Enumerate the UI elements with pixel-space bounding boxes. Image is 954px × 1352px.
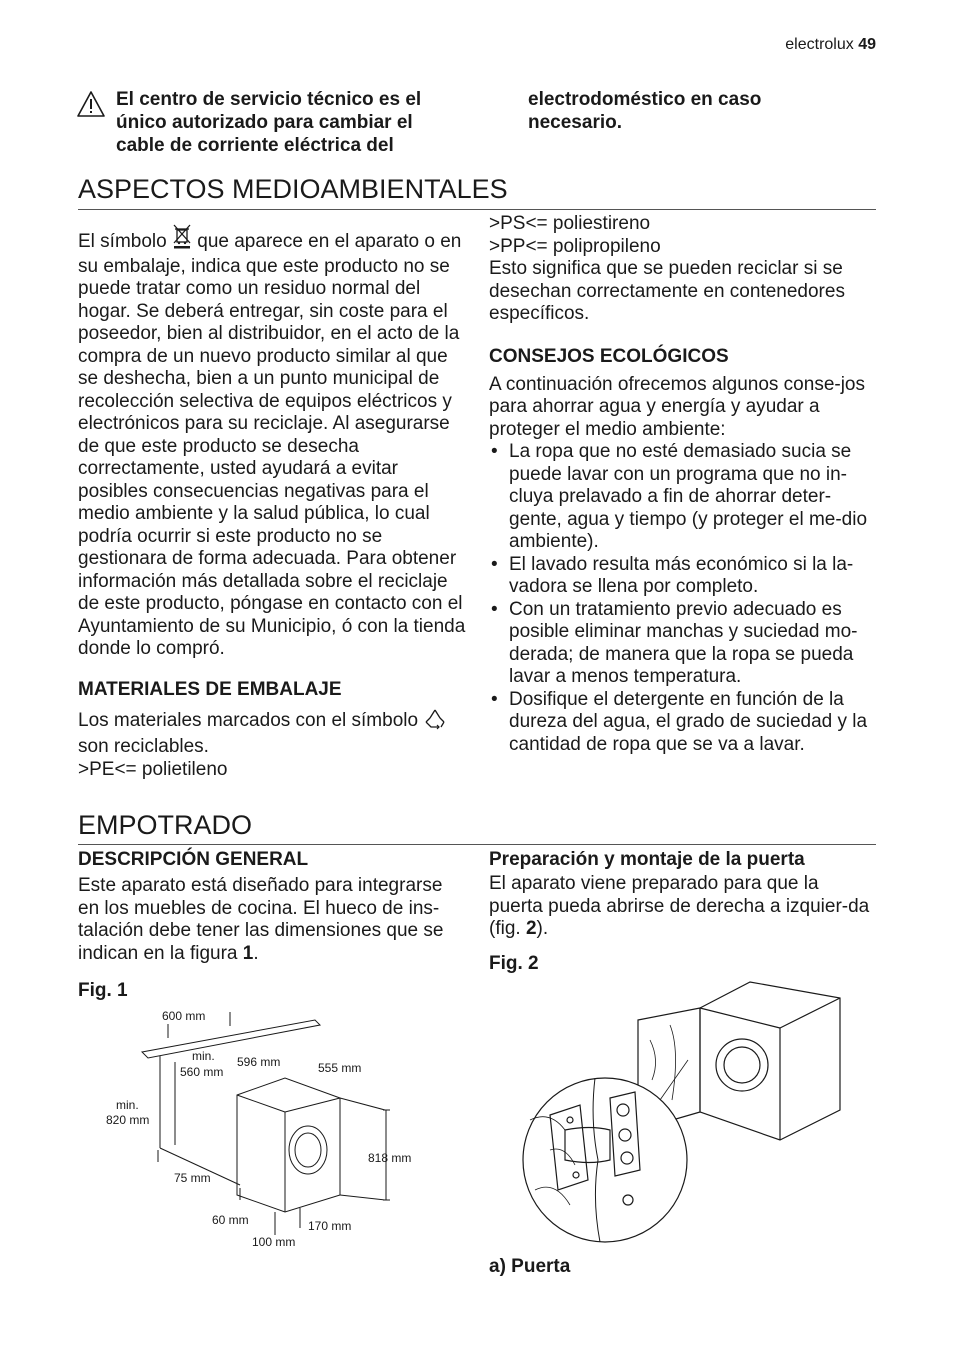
door-fig-ref: 2 bbox=[525, 918, 537, 939]
dim-min-560-label: min. bbox=[192, 1049, 215, 1063]
materials-paragraph bbox=[78, 708, 466, 759]
right-column-environment bbox=[489, 213, 877, 756]
eco-heading: CONSEJOS ECOLÓGICOS bbox=[489, 345, 729, 367]
weee-paragraph bbox=[78, 223, 466, 661]
section-divider bbox=[78, 209, 876, 210]
pe-line: >PE<= polietileno bbox=[78, 758, 228, 780]
section-divider bbox=[78, 844, 876, 845]
ps-line: >PS<= poliestireno bbox=[489, 213, 651, 234]
fig1-installation-diagram bbox=[100, 1000, 440, 1255]
recycle-note: Esto significa que se pueden reciclar si se desechan correctamente en contenedores específicos. bbox=[489, 258, 845, 324]
general-heading: DESCRIPCIÓN GENERAL bbox=[78, 849, 309, 870]
section-title-builtin: EMPOTRADO bbox=[78, 810, 253, 840]
eco-tip: • La ropa que no esté demasiado sucia se puede lavar con un programa que no in-cluya prelavado a fin de ahorrar deter-gente, agua y tiempo (y proteger el me-dio ambiente). bbox=[489, 441, 877, 554]
materials-text-end: son reciclables. bbox=[78, 736, 209, 757]
warning-text-right: electrodoméstico en caso necesario. bbox=[528, 89, 762, 133]
fig1-label: Fig. 1 bbox=[78, 980, 128, 1001]
door-text: El aparato viene preparado para que la puerta pueda abrirse de derecha a izquier-da (fig. bbox=[489, 873, 870, 939]
eco-intro: A continuación ofrecemos algunos conse-jos para ahorrar agua y energía y ayudar a proteger el medio ambiente: bbox=[489, 373, 866, 440]
general-fig-ref: 1 bbox=[242, 942, 254, 964]
dim-820: 820 mm bbox=[106, 1113, 150, 1127]
eco-tip: • El lavado resulta más económico si la la-vadora se llena por completo. bbox=[489, 554, 877, 599]
page-header bbox=[785, 36, 876, 54]
dim-170: 170 mm bbox=[308, 1219, 352, 1233]
weee-text: que aparece en el aparato o en su embalaje, indica que este producto no se puede tratar como un residuo normal del hogar. Se deberá entregar, sin coste para el poseedor, bien al distribuidor, en el acto de la compra de un nuevo producto similar al que se deshecha, bien a un punto municipal de recolección selectiva de equipos eléctricos y electrónicos para su reciclaje. Al asegurarse de que este producto se desecha correctamente, usted ayudará a evitar posibles consecuencias negativas para el medio ambiente y la salud pública, lo cual podría ocurrir si este producto no se gestionara de forma adecuada. Para obtener información más detallada sobre el reciclaje de este producto, póngase en contacto con el Ayuntamiento de su Municipio, ó con la tienda donde lo compró. bbox=[78, 231, 466, 659]
fig2-label: Fig. 2 bbox=[489, 953, 539, 974]
fig2-door-hinge-diagram bbox=[510, 980, 850, 1250]
dim-60: 60 mm bbox=[212, 1213, 249, 1227]
dim-596: 596 mm bbox=[237, 1055, 281, 1069]
recycle-icon bbox=[423, 708, 447, 737]
materials-text: Los materiales marcados con el símbolo bbox=[78, 709, 419, 731]
eco-tip: • Con un tratamiento previo adecuado es posible eliminar manchas y suciedad mo-derada; de manera que la ropa se pueda lavar a menos temperatura. bbox=[489, 599, 877, 689]
door-preparation bbox=[489, 849, 877, 941]
dim-560: 560 mm bbox=[180, 1065, 224, 1079]
dim-min-820-label: min. bbox=[116, 1098, 139, 1112]
eco-tip: • Dosifique el detergente en función de la dureza del agua, el grado de suciedad y la cantidad de ropa que se va a lavar. bbox=[489, 689, 877, 757]
dim-75: 75 mm bbox=[174, 1171, 211, 1185]
general-paragraph bbox=[78, 875, 466, 965]
door-paragraph bbox=[489, 873, 877, 941]
door-text-end: ). bbox=[536, 918, 549, 939]
section-title-environment: ASPECTOS MEDIOAMBIENTALES bbox=[78, 174, 508, 204]
weee-bin-icon bbox=[172, 223, 192, 256]
dim-555: 555 mm bbox=[318, 1061, 362, 1075]
warning-text-left: El centro de servicio técnico es el único autorizado para cambiar el cable de corriente eléctrica del bbox=[116, 89, 422, 156]
page-number: 49 bbox=[858, 36, 876, 53]
door-heading: Preparación y montaje de la puerta bbox=[489, 849, 805, 870]
warning-icon bbox=[76, 90, 106, 123]
dim-818: 818 mm bbox=[368, 1151, 412, 1165]
eco-tips-list bbox=[489, 441, 877, 756]
dim-600: 600 mm bbox=[162, 1009, 206, 1023]
weee-prefix: El símbolo bbox=[78, 231, 167, 252]
general-description bbox=[78, 849, 466, 965]
left-column-environment bbox=[78, 223, 466, 781]
general-text: Este aparato está diseñado para integrarse en los muebles de cocina. El hueco de ins-talación debe tener las dimensiones que se indican en la figura bbox=[78, 875, 444, 964]
materials-heading: MATERIALES DE EMBALAJE bbox=[78, 678, 342, 700]
pp-line: >PP<= polipropileno bbox=[489, 235, 661, 257]
general-text-end: . bbox=[253, 942, 259, 964]
fig2-caption: a) Puerta bbox=[489, 1256, 571, 1277]
brand-name: electrolux bbox=[785, 36, 854, 53]
dim-100: 100 mm bbox=[252, 1235, 296, 1249]
